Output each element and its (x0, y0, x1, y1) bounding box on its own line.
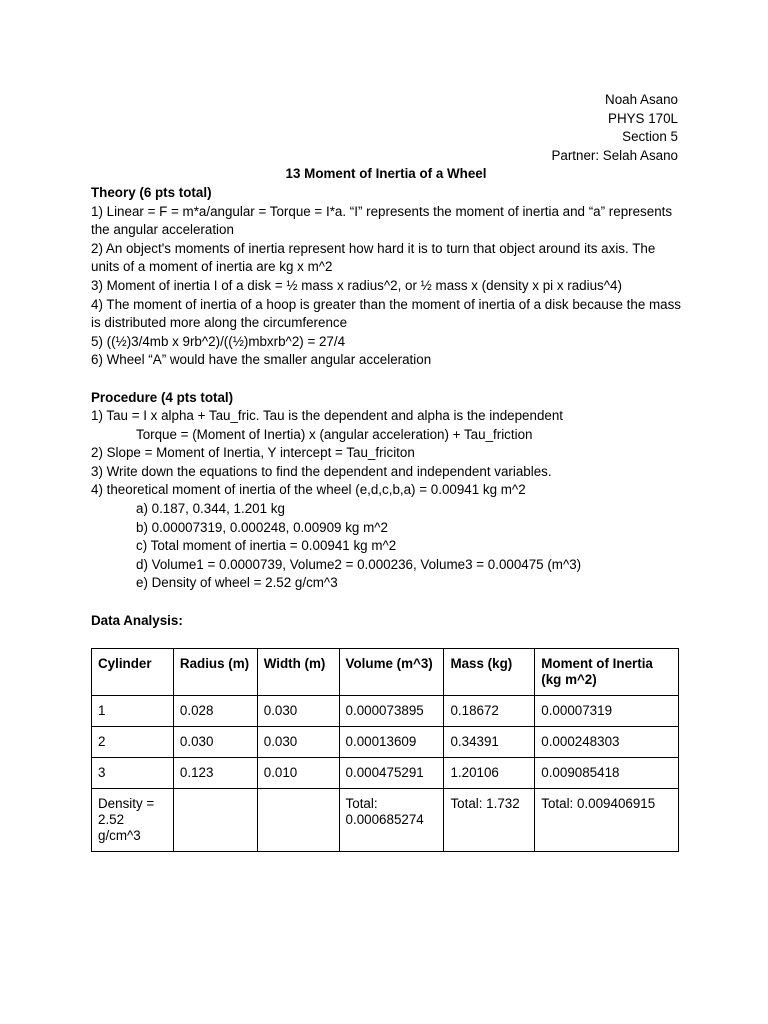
spacer (91, 370, 681, 389)
table-cell: 0.030 (257, 696, 339, 727)
procedure-section (91, 389, 681, 594)
procedure-line-3: 3) Write down the equations to find the dependent and independent variables. (91, 463, 552, 479)
column-header-radius: Radius (m) (173, 649, 257, 696)
table-cell (257, 789, 339, 852)
table-cell: 3 (92, 758, 174, 789)
table-cell (173, 789, 257, 852)
table-header-row (92, 649, 679, 696)
table-cell: 0.34391 (444, 727, 535, 758)
theory-section (91, 184, 681, 370)
theory-line-3: 3) Moment of inertia I of a disk = ½ mass x radius^2, or ½ mass x (density x pi x radius^4) (91, 277, 622, 293)
partner-name: Partner: Selah Asano (551, 147, 678, 163)
column-header-volume: Volume (m^3) (339, 649, 444, 696)
table-cell: 0.000475291 (339, 758, 444, 789)
total-volume-cell: Total: 0.000685274 (339, 789, 444, 852)
analysis-heading: Data Analysis: (91, 612, 183, 628)
table-cell: 0.030 (173, 727, 257, 758)
table-row (92, 727, 679, 758)
theory-line-6: 6) Wheel “A” would have the smaller angular acceleration (91, 352, 432, 368)
procedure-heading: Procedure (4 pts total) (91, 389, 234, 405)
theory-heading: Theory (6 pts total) (91, 184, 212, 200)
density-cell: Density = 2.52 g/cm^3 (92, 789, 174, 852)
data-table (91, 648, 679, 852)
column-header-moment: Moment of Inertia (kg m^2) (535, 649, 679, 696)
table-row (92, 696, 679, 727)
table-cell: 0.000248303 (535, 727, 679, 758)
document-header (91, 91, 681, 165)
course-code: PHYS 170L (608, 110, 678, 126)
table-cell: 1 (92, 696, 174, 727)
procedure-line-torque: Torque = (Moment of Inertia) x (angular acceleration) + Tau_friction (136, 426, 533, 442)
table-cell: 0.030 (257, 727, 339, 758)
table-cell: 2 (92, 727, 174, 758)
author-name: Noah Asano (605, 92, 678, 107)
procedure-line-4: 4) theoretical moment of inertia of the wheel (e,d,c,b,a) = 0.00941 kg m^2 (91, 482, 526, 498)
column-header-mass: Mass (kg) (444, 649, 535, 696)
total-mass-cell: Total: 1.732 (444, 789, 535, 852)
table-cell: 0.18672 (444, 696, 535, 727)
column-header-width: Width (m) (257, 649, 339, 696)
table-cell: 0.123 (173, 758, 257, 789)
procedure-item-c: c) Total moment of inertia = 0.00941 kg m^2 (136, 538, 397, 554)
procedure-item-a: a) 0.187, 0.344, 1.201 kg (136, 501, 285, 517)
theory-line-2: 2) An object's moments of inertia represent how hard it is to turn that object around its axis. The units of a moment of inertia are kg x m^2 (91, 240, 656, 275)
theory-line-1: 1) Linear = F = m*a/angular = Torque = I*a. “I” represents the moment of inertia and “a” represents the angular acceleration (91, 203, 673, 238)
table-row (92, 758, 679, 789)
theory-line-4: 4) The moment of inertia of a hoop is greater than the moment of inertia of a disk because the mass is distributed more along the circumference (91, 296, 682, 331)
table-cell: 0.010 (257, 758, 339, 789)
theory-line-5: 5) ((½)3/4mb x 9rb^2)/((½)mbxrb^2) = 27/4 (91, 333, 346, 349)
spacer (91, 593, 681, 612)
procedure-item-d: d) Volume1 = 0.0000739, Volume2 = 0.000236, Volume3 = 0.000475 (m^3) (136, 556, 582, 572)
procedure-item-b: b) 0.00007319, 0.000248, 0.00909 kg m^2 (136, 519, 388, 535)
table-totals-row (92, 789, 679, 852)
table-cell: 0.00013609 (339, 727, 444, 758)
table-cell: 0.028 (173, 696, 257, 727)
table-cell: 0.000073895 (339, 696, 444, 727)
column-header-cylinder: Cylinder (92, 649, 174, 696)
document-title: 13 Moment of Inertia of a Wheel (285, 166, 487, 182)
table-cell: 0.00007319 (535, 696, 679, 727)
total-moment-cell: Total: 0.009406915 (535, 789, 679, 852)
table-cell: 0.009085418 (535, 758, 679, 789)
table-cell: 1.20106 (444, 758, 535, 789)
procedure-item-e: e) Density of wheel = 2.52 g/cm^3 (136, 575, 338, 591)
procedure-line-1: 1) Tau = I x alpha + Tau_fric. Tau is the dependent and alpha is the independent (91, 408, 564, 424)
section-number: Section 5 (622, 129, 678, 145)
procedure-line-2: 2) Slope = Moment of Inertia, Y intercept = Tau_friciton (91, 445, 415, 461)
document-page (91, 91, 681, 852)
